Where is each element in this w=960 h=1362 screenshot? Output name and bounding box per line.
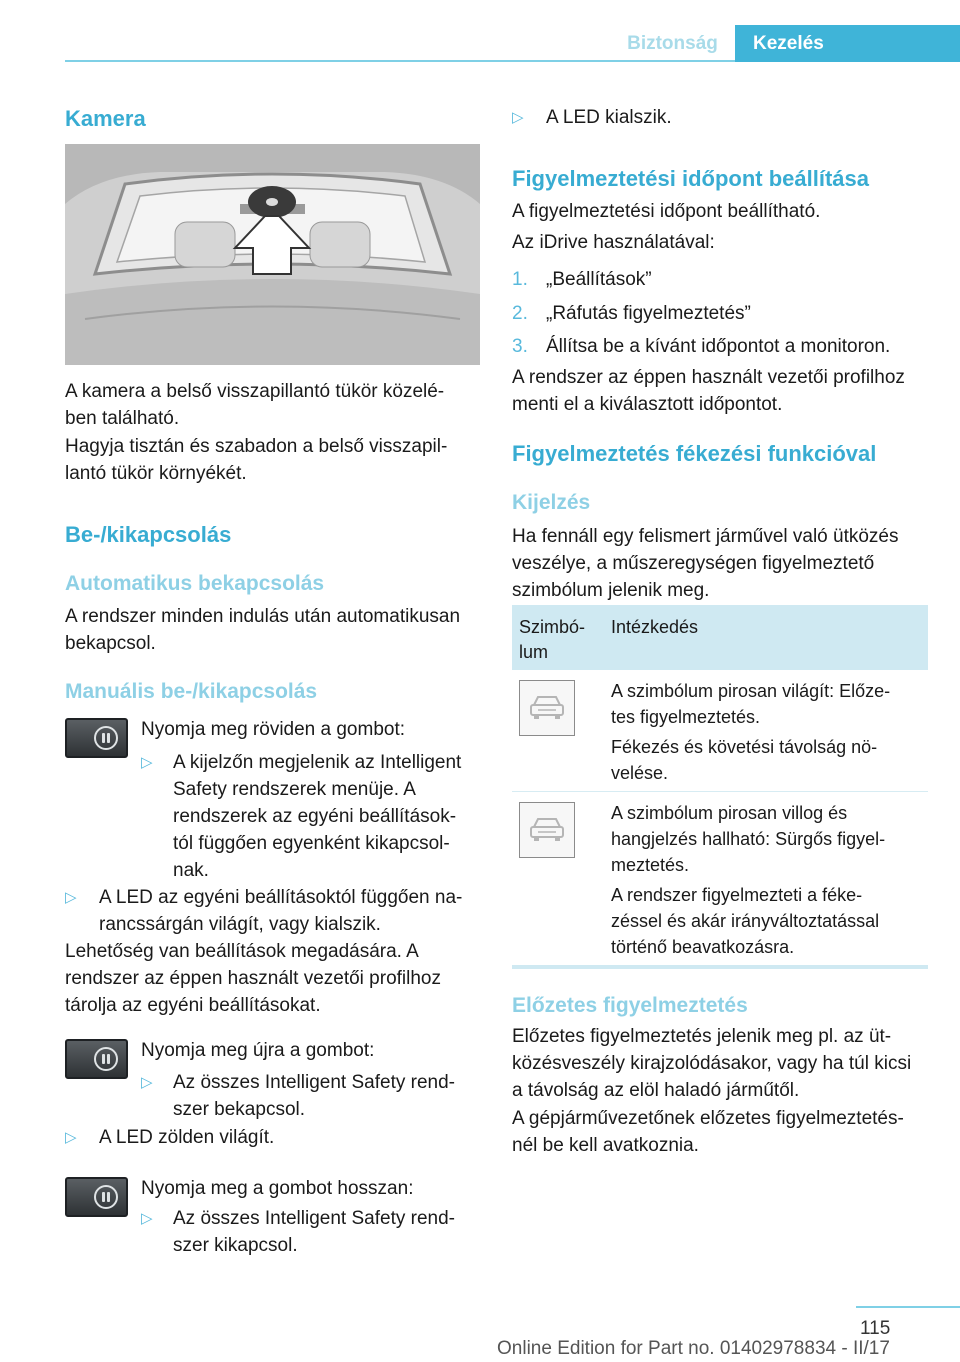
safety-button-image-1 [65, 718, 128, 758]
text-line: a távolság az elöl haladó járműtől. [512, 1080, 800, 1101]
triangle-right-icon: ▷ [141, 1074, 153, 1091]
safety-button-image-3 [65, 1177, 128, 1217]
row-1-text-b [611, 734, 928, 786]
step-text: „Ráfutás figyelmeztetés” [546, 303, 751, 324]
text-line: meztetés. [611, 855, 690, 875]
text-line: A LED zölden világít. [99, 1127, 275, 1148]
onoff-heading: Be-/kikapcsolás [65, 522, 232, 547]
text-line: tes figyelmeztetés. [611, 707, 761, 727]
text-line: A rendszer minden indulás után automatikusan [65, 606, 461, 627]
triangle-right-icon: ▷ [65, 889, 77, 906]
text-line: zéssel és akár irányváltoztatással [611, 911, 880, 931]
bullet-all-off [141, 1205, 481, 1259]
warning-symbol-table [512, 605, 928, 964]
page-header [0, 25, 960, 61]
footer-rule [856, 1306, 960, 1308]
time-paragraph-3 [512, 364, 928, 418]
bullet-led-green [65, 1124, 480, 1151]
time-paragraph-1: A figyelmeztetési időpont beállítható. [512, 201, 821, 222]
text-line: lantó tükör környékét. [65, 463, 247, 484]
safety-button-image-2 [65, 1039, 128, 1079]
step-text: „Beállítások” [546, 269, 652, 290]
text-line: menti el a kiválasztott időpontot. [512, 394, 783, 415]
text-line: tól függően egyenként kikapcsol- [173, 833, 450, 854]
time-heading: Figyelmeztetési időpont beállítása [512, 166, 869, 191]
auto-heading: Automatikus bekapcsolás [65, 572, 325, 595]
text-line: A rendszer figyelmezteti a féke- [611, 885, 863, 905]
manual-heading: Manuális be-/kikapcsolás [65, 680, 318, 703]
text-line: A kijelzőn megjelenik az Intelligent [173, 752, 462, 773]
camera-heading: Kamera [65, 106, 146, 131]
text-line: nak. [173, 860, 209, 881]
text-line: Hagyja tisztán és szabadon a belső visszapil- [65, 436, 448, 457]
text-line: veszélye, a műszeregységen figyelmeztető [512, 553, 875, 574]
text-line: szer bekapcsol. [173, 1099, 306, 1120]
text-line: szer kikapcsol. [173, 1235, 298, 1256]
text-line: A LED az egyéni beállításoktól függően na- [99, 887, 463, 908]
step-number: 3. [512, 336, 528, 357]
tab-kezeles[interactable]: Kezelés [735, 25, 960, 62]
brake-heading: Figyelmeztetés fékezési funkcióval [512, 441, 877, 466]
text-line: rendszer az éppen használt vezetői profilhoz [65, 968, 442, 989]
pre-warning-paragraph-2 [512, 1105, 928, 1159]
text-line: Az összes Intelligent Safety rend- [173, 1072, 455, 1093]
row-2-text-a [611, 800, 928, 878]
auto-paragraph [65, 603, 480, 657]
intelligent-safety-button-icon [94, 726, 118, 750]
text-line: szimbólum jelenik meg. [512, 580, 710, 601]
time-paragraph-2: Az iDrive használatával: [512, 232, 715, 253]
text-line: A rendszer az éppen használt vezetői profilhoz [512, 367, 905, 388]
text-line: A gépjárművezetőnek előzetes figyelmeztetés- [512, 1108, 904, 1129]
triangle-right-icon: ▷ [65, 1129, 77, 1146]
table-end-rule [512, 965, 928, 969]
text-line: A szimbólum pirosan villog és [611, 803, 848, 823]
step-number: 1. [512, 269, 528, 290]
triangle-right-icon: ▷ [141, 754, 153, 771]
text-line: bekapcsol. [65, 633, 156, 654]
bullet-led-orange [65, 884, 480, 938]
row-2-text-b [611, 882, 928, 960]
text-line: Előzetes figyelmeztetés jelenik meg pl. az üt- [512, 1026, 892, 1047]
car-front-icon [519, 802, 575, 858]
display-heading: Kijelzés [512, 491, 591, 514]
text-line: történő beavatkozásra. [611, 937, 795, 957]
intelligent-safety-button-icon [94, 1185, 118, 1209]
triangle-right-icon: ▷ [141, 1210, 153, 1227]
settings-paragraph [65, 938, 480, 1019]
camera-illustration [65, 144, 480, 365]
intelligent-safety-button-icon [94, 1047, 118, 1071]
text-line: közésveszély kirajzolódásakor, vagy ha túl kicsi [512, 1053, 912, 1074]
step-number: 2. [512, 303, 528, 324]
column-header-action: Intézkedés [611, 617, 699, 637]
press-short-text: Nyomja meg röviden a gombot: [141, 719, 406, 740]
text-line: A kamera a belső visszapillantó tükör közelé- [65, 381, 445, 402]
text-line: Lehetőség van beállítások megadására. A [65, 941, 419, 962]
text-line: Ha fennáll egy felismert járművel való ütközés [512, 526, 899, 547]
row-1-text-a [611, 678, 928, 730]
text-line: Az összes Intelligent Safety rend- [173, 1208, 455, 1229]
pre-warning-heading: Előzetes figyelmeztetés [512, 994, 748, 1017]
page-number: 115 [860, 1318, 891, 1339]
display-paragraph [512, 523, 928, 604]
text-line: rancssárgán világít, vagy kialszik. [99, 914, 381, 935]
text-line: tárolja az egyéni beállításokat. [65, 995, 321, 1016]
text-line: rendszerek az egyéni beállítások- [173, 806, 457, 827]
text-line: ben található. [65, 408, 180, 429]
table-header [512, 605, 928, 670]
table-row [512, 670, 928, 792]
text-line: Safety rendszerek menüje. A [173, 779, 416, 800]
text-line: A szimbólum pirosan világít: Előze- [611, 681, 891, 701]
step-text: Állítsa be a kívánt időpontot a monitoron. [546, 336, 891, 357]
tab-biztonsag[interactable]: Biztonság [627, 33, 718, 54]
text-line: hangjelzés hallható: Sürgős figyel- [611, 829, 886, 849]
edition-footer: Online Edition for Part no. 01402978834 - II/17 [497, 1338, 890, 1359]
camera-paragraph-1 [65, 378, 480, 432]
text-line: Szimbó- [519, 617, 586, 637]
press-again-text: Nyomja meg újra a gombot: [141, 1040, 375, 1061]
bullet-all-on [141, 1069, 481, 1123]
text-line: velése. [611, 763, 669, 783]
text-line: lum [519, 642, 549, 662]
bullet-menu-shown [141, 749, 481, 884]
car-front-icon [519, 680, 575, 736]
table-row [512, 792, 928, 964]
bullet-led-off [512, 104, 928, 131]
text-line: nél be kell avatkoznia. [512, 1135, 699, 1156]
press-long-text: Nyomja meg a gombot hosszan: [141, 1178, 414, 1199]
pre-warning-paragraph-1 [512, 1023, 928, 1104]
text-line: A LED kialszik. [546, 107, 672, 128]
camera-paragraph-2 [65, 433, 480, 487]
text-line: Fékezés és követési távolság nö- [611, 737, 878, 757]
triangle-right-icon: ▷ [512, 109, 524, 126]
